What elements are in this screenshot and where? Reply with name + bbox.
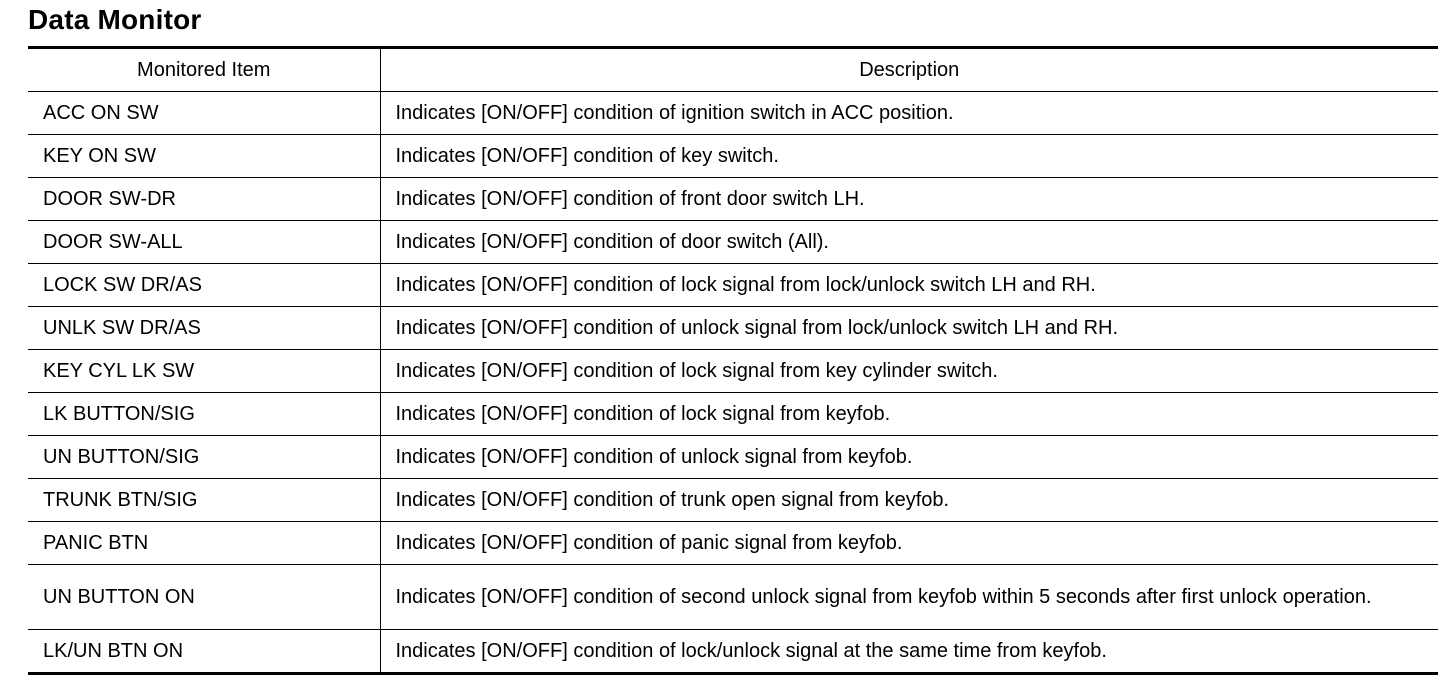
monitored-item-cell: KEY CYL LK SW: [28, 350, 380, 393]
description-cell: Indicates [ON/OFF] condition of lock signal from key cylinder switch.: [380, 350, 1438, 393]
monitored-item-cell: UN BUTTON ON: [28, 565, 380, 630]
table-row: [28, 350, 1438, 393]
table-row: [28, 522, 1438, 565]
description-cell: Indicates [ON/OFF] condition of unlock signal from lock/unlock switch LH and RH.: [380, 307, 1438, 350]
table-row: [28, 565, 1438, 630]
table-row: [28, 178, 1438, 221]
monitored-item-cell: KEY ON SW: [28, 135, 380, 178]
monitored-item-cell: ACC ON SW: [28, 92, 380, 135]
monitored-item-cell: PANIC BTN: [28, 522, 380, 565]
table-row: [28, 221, 1438, 264]
description-cell: Indicates [ON/OFF] condition of key switch.: [380, 135, 1438, 178]
monitored-item-cell: LK/UN BTN ON: [28, 630, 380, 674]
description-cell: Indicates [ON/OFF] condition of door switch (All).: [380, 221, 1438, 264]
description-cell: Indicates [ON/OFF] condition of trunk open signal from keyfob.: [380, 479, 1438, 522]
table-row: [28, 307, 1438, 350]
description-cell: Indicates [ON/OFF] condition of lock signal from keyfob.: [380, 393, 1438, 436]
table-row: [28, 630, 1438, 674]
table-row: [28, 264, 1438, 307]
monitored-item-cell: TRUNK BTN/SIG: [28, 479, 380, 522]
page-title: Data Monitor: [28, 4, 202, 35]
monitored-item-cell: DOOR SW-DR: [28, 178, 380, 221]
description-cell: Indicates [ON/OFF] condition of panic signal from keyfob.: [380, 522, 1438, 565]
description-cell: Indicates [ON/OFF] condition of lock/unlock signal at the same time from keyfob.: [380, 630, 1438, 674]
description-cell: Indicates [ON/OFF] condition of ignition switch in ACC position.: [380, 92, 1438, 135]
description-cell: Indicates [ON/OFF] condition of unlock signal from keyfob.: [380, 436, 1438, 479]
monitored-item-cell: LK BUTTON/SIG: [28, 393, 380, 436]
table-row: [28, 479, 1438, 522]
monitored-item-cell: DOOR SW-ALL: [28, 221, 380, 264]
description-cell: Indicates [ON/OFF] condition of lock signal from lock/unlock switch LH and RH.: [380, 264, 1438, 307]
table-header-row: [28, 48, 1438, 92]
monitored-item-cell: UNLK SW DR/AS: [28, 307, 380, 350]
description-cell: Indicates [ON/OFF] condition of front door switch LH.: [380, 178, 1438, 221]
table-row: [28, 92, 1438, 135]
data-monitor-table: [28, 46, 1438, 675]
description-cell: Indicates [ON/OFF] condition of second unlock signal from keyfob within 5 seconds after first unlock operation.: [380, 565, 1438, 630]
column-header-monitored-item: Monitored Item: [28, 48, 380, 92]
monitored-item-cell: UN BUTTON/SIG: [28, 436, 380, 479]
table-row: [28, 436, 1438, 479]
table-row: [28, 135, 1438, 178]
column-header-description: Description: [859, 58, 960, 81]
table-row: [28, 393, 1438, 436]
monitored-item-cell: LOCK SW DR/AS: [28, 264, 380, 307]
